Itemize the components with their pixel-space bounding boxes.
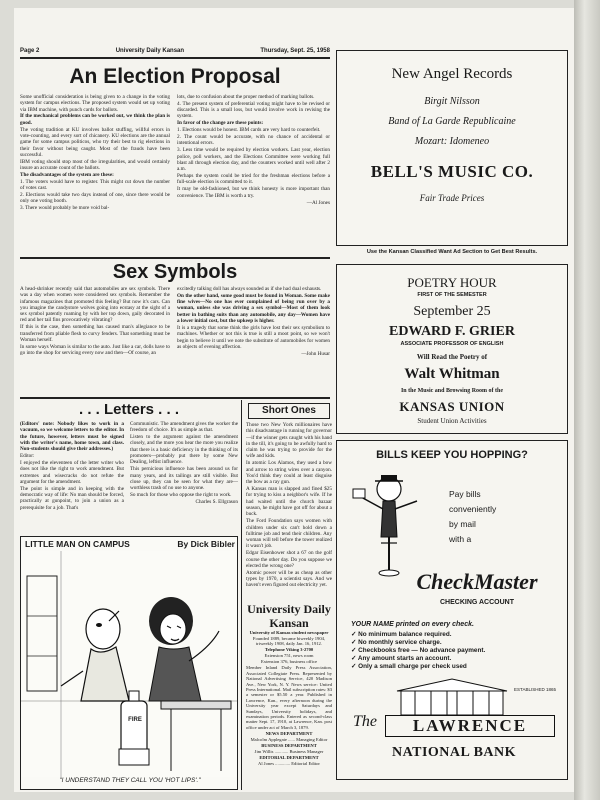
letters-signature: Charles S. Ellgrason (195, 498, 238, 505)
bank-ad (336, 440, 568, 780)
poetry-sponsor: Student Union Activities (417, 417, 487, 425)
records-title: New Angel Records (391, 66, 513, 82)
poetry-venue: KANSAS UNION (399, 399, 505, 414)
check-icon: ✓ (351, 663, 359, 670)
election-paragraph: 1. The voters would have to register. This might cut down the number of votes cast. (20, 178, 170, 192)
sex-symbols-column-1 (20, 286, 170, 394)
election-paragraph: IBM voting should stop most of the irregularities, and would certainly insure an accurate count of the ballots. (20, 158, 170, 172)
records-store: BELL'S MUSIC CO. (370, 162, 534, 181)
bank-name: LAWRENCE (385, 715, 555, 737)
letters-paragraph: (Editors' note: Nobody likes to work in a vacuum, so we welcome letters to the editor. In the future, however, letters must be signed with the writer's name, home town, and class. Non-students should give their addresses.) (20, 421, 124, 453)
bank-subname: NATIONAL BANK (391, 745, 517, 760)
check-icon: ✓ (351, 647, 359, 654)
classified-note: Use the Kansan Classified Want Ad Section to Get Best Results. (366, 249, 538, 255)
short-ones-paragraph: A Kansas man is slapped and fined $25 for trying to kiss a neighbor's wife. If he had waited until the church bazaar season, he might have got off for about a buck. (246, 486, 332, 518)
masthead-rule (20, 57, 330, 59)
records-line-3: Mozart: Idomeneo (414, 136, 490, 147)
election-paragraph: In favor of the change are these points: (177, 120, 264, 127)
kansan-box-dept: EDITORIAL DEPARTMENT (259, 754, 319, 760)
fire-label: FIRE (128, 717, 142, 723)
bank-headline: BILLS KEEP YOU HOPPING? (376, 449, 528, 461)
poetry-sub: FIRST OF THE SEMESTER (417, 292, 487, 298)
kansan-box-dept: NEWS DEPARTMENT (265, 730, 313, 736)
short-ones-paragraph: Those two New York millionaires have this disadvantage in running for governor—if the winner gets caught with his hand in the till, it's going to be awfully hard to claim he was trying to provide for the wife and kids. (246, 422, 332, 460)
kansan-box-line: Founded 1889, became biweekly 1904, triweekly 1908, daily Jan. 16, 1912. (252, 636, 326, 647)
records-ad (336, 50, 568, 246)
short-ones-headline: Short Ones (248, 403, 330, 419)
masthead (20, 48, 330, 54)
poetry-speaker: EDWARD F. GRIER (389, 324, 515, 339)
letters-paragraph: This pernicious influence has been around us for many years, and its tailings are still visible. But close up, they can be seen for what they are—worthless trash of no use to anyone. (130, 466, 238, 492)
sex-symbols-paragraph: excitedly talking doll has always sounded as if she had dual exhausts. (177, 286, 322, 292)
bank-established: ESTABLISHED 1865 (514, 687, 556, 692)
short-ones-paragraph: Atomic power will be as cheap as other types by 1970, a scientist says. And we haven't even figured out electricity yet. (246, 569, 332, 589)
election-paragraph: 3. There would probably be more void bal- (20, 205, 110, 212)
election-paragraph: Some unofficial consideration is being given to a change in the voting system for campus elections. The proposed system would set up voting via IBM machine, with punch cards for ballots. (20, 94, 170, 113)
letters-paragraph: I enjoyed the eleventeen of the letter writer who does not like the right to work amendment. But extremes and wisecracks do not refute the argument for the amendment. (20, 459, 124, 485)
kansan-box-line: Member Inland Daily Press Association, Associated Collegiate Press. Represented by National Advertising Service, 420 Madison Ave., New York, N. Y. News service: United Press International. Mail subscription rates: $3 a semester or $5.50 a year. Published in Lawrence, Kan., every afternoon during the University year except Saturdays and Sundays, University holidays, and examination periods. Entered as second-class matter Sept. 17, 1910, at Lawrence, Kan. post office under act of March 3, 1879. (246, 665, 332, 730)
column-rule (241, 400, 242, 790)
kansan-box-staff: Jim Willis ............ Business Manager (254, 748, 324, 754)
cartoon-title: LITTLE MAN ON CAMPUS (25, 539, 130, 549)
sex-symbols-paragraph: On the other hand, some good must be found in Woman. Some make fine wives—No one has ever complained of being run over by a woman, unless she was driving a sex symbol—Most of them look better in bathing suits than any automobile, any day—Women have a lower initial cost, but the upkeep is higher. (177, 292, 330, 325)
bank-pitch-line: with a (449, 534, 472, 544)
kansan-box-line: Telephone Viking 3-2700 (264, 647, 314, 653)
election-column-1 (20, 94, 170, 254)
election-paragraph: The voting tradition at KU involves ballot stuffing, willful errors in vote-counting, and every sort of chicanery. KU elections are the annual game for some campus politicos, who try their best to rig elections in their favor without being caught. Most of the frauds have been successful. (20, 126, 170, 158)
sex-symbols-paragraph: It is a tragedy that some think the girls have lost their sex symbolism to machines. Whether or not this is true is still a moot point, so we won't begin to believe it until we note the substitute of automobiles for women as objects of evening affection. (177, 324, 330, 350)
checklist-item: ✓ No minimum balance required. (351, 631, 452, 638)
sex-symbols-headline: Sex Symbols (112, 261, 238, 283)
check-icon: ✓ (351, 631, 359, 638)
cartoon-byline: By Dick Bibler (177, 539, 235, 549)
bank-pitch-line: by mail (449, 519, 476, 529)
kansan-box-line: Extension 751, news room (264, 653, 314, 659)
letters-paragraph: Listen to the argument against the amendment closely, and the more you hear the more you realize that there is a basic deficiency in the thinking of its promoters—probably put there by some New Dealing, leftist influence. (130, 434, 238, 466)
records-line-2: Band of La Garde Republicaine (388, 116, 516, 127)
letters-paragraph: Communistic. The amendment gives the worker the freedom of choice. It's as simple as that. (130, 421, 238, 434)
election-paragraph: 4. The present system of preferential voting might have to be revised or discarded. This is a small loss, but would involve work in revising the system. (177, 100, 330, 120)
kansan-box-staff: Malcolm Applegate ...... Managing Editor (250, 736, 328, 742)
check-icon: ✓ (351, 655, 358, 662)
checking-account-label: CHECKING ACCOUNT (439, 599, 515, 606)
records-tagline: Fair Trade Prices (419, 193, 485, 203)
newspaper-page (14, 8, 574, 792)
binding-gutter (574, 0, 600, 800)
letters-headline: . . . Letters . . . (78, 401, 180, 418)
election-paragraph: Perhaps the system could be tried for the freshman elections before a full-scale election is committed to it. (177, 173, 330, 186)
kansan-box-staff: Al Jones ............. Editorial Editor (258, 760, 320, 766)
poetry-speaker-title: ASSOCIATE PROFESSOR OF ENGLISH (400, 341, 504, 347)
checklist-item: ✓ Any amount starts an account. (351, 655, 452, 662)
page-number: Page 2 (20, 48, 40, 54)
poetry-title: POETRY HOUR (407, 275, 497, 290)
bank-pitch (449, 487, 559, 547)
short-ones-paragraph: In atomic Los Alamos, they used a bow and arrow to string wires over a canyon. You'd think they could at least disguise the bow as a ray gun. (246, 460, 332, 486)
election-paragraph: The disadvantages of the system are these: (20, 171, 114, 178)
cartoon-caption: "I UNDERSTAND THEY CALL YOU 'HOT LIPS'." (59, 777, 201, 784)
poetry-reading: Will Read the Poetry of (416, 353, 488, 361)
bank-name-line: YOUR NAME printed on every check. (351, 621, 474, 628)
section-rule (20, 397, 330, 399)
kansan-box-dept: BUSINESS DEPARTMENT (261, 742, 317, 748)
kansan-box-line: Extension 376, business office (260, 659, 318, 665)
kansan-box-title: University Daily Kansan (247, 602, 331, 630)
poetry-location: In the Music and Browsing Room of the (400, 388, 504, 394)
kansan-info-box (246, 602, 332, 790)
election-signature: —Al Jones (306, 199, 330, 206)
election-paragraph: 3. Less time would be required by election workers. Last year, election police, poll workers, and the Elections Committee were working full blast all through election day, and the counters worked until well after 2 a.m. (177, 147, 330, 173)
hopping-man-icon (347, 467, 427, 577)
checkmaster-logo: CheckMaster (416, 569, 538, 594)
sex-symbols-signature: —John Husar (301, 350, 330, 357)
cartoon-header (25, 539, 235, 549)
bank-checklist (351, 631, 561, 671)
bank-building-icon (387, 677, 517, 717)
election-column-2 (177, 94, 330, 254)
kansan-box-line: University of Kansas student newspaper (249, 630, 329, 635)
election-paragraph: If the mechanical problems can be worked out, we think the plan is good. (20, 113, 170, 126)
section-rule (20, 257, 330, 259)
election-paragraph: 2. Elections would take two days instead of one, since there would be only one voting booth. (20, 192, 170, 205)
letters-paragraph: So much for those who oppose the right to work. (130, 492, 232, 499)
short-ones-column (246, 422, 332, 598)
bank-the: The (353, 713, 377, 730)
letters-column-2 (130, 421, 238, 533)
checklist-item: ✓ Only a small charge per check used (351, 663, 467, 670)
election-paragraph: 1. Elections would be honest. IBM cards are very hard to counterfeit. (177, 127, 321, 134)
letters-paragraph: Editor: (20, 453, 35, 460)
issue-date: Thursday, Sept. 25, 1958 (260, 48, 330, 54)
checklist-item: ✓ Checkbooks free — No advance payment. (351, 647, 486, 654)
poetry-ad (336, 264, 568, 434)
bank-pitch-line: Pay bills (449, 489, 481, 499)
sex-symbols-paragraph: In some ways Woman is similar to the auto. Just like a car, dolls have to go into the shop for servicing every now and then—Of course, an (20, 343, 170, 357)
short-ones-paragraph: The Ford Foundation says women with children under six can't hold down a fulltime job and tend their children. Any woman will tell before the tower realized it wasn't job. (246, 518, 332, 550)
sex-symbols-paragraph: A head-shrinker recently said that automobiles are sex symbols. There was a day when women were considered sex symbols. Remember the infamous magazines that promoted this feeling? But now it's cars. Can you imagine the candystore wolves going into ecstasy at the sight of a sex symbol patently roaming by with her top down, gaily decorated in red and her tail fins provocatively vibrating? (20, 286, 170, 324)
poetry-poet: Walt Whitman (404, 366, 500, 382)
letters-column-1 (20, 421, 124, 533)
bank-pitch-line: conveniently (449, 504, 497, 514)
check-icon: ✓ (351, 639, 359, 646)
sex-symbols-column-2 (177, 286, 330, 394)
cartoon-panel (20, 536, 238, 790)
poetry-date: September 25 (413, 304, 491, 319)
election-headline: An Election Proposal (69, 65, 281, 88)
checklist-item: ✓ No monthly service charge. (351, 639, 442, 646)
election-paragraph: lots, due to confusion about the proper method of marking ballots. (177, 94, 315, 100)
election-paragraph: 2. The count would be accurate, with no chance of accidental or intentional errors. (177, 134, 330, 147)
letters-paragraph: The point is simple and in keeping with the democratic way of life: No man should be forced, practically at gunpoint, to join a union as a prerequisite for a job. That's (20, 485, 124, 511)
cartoon-illustration (21, 551, 238, 777)
records-line-1: Birgit Nilsson (424, 96, 480, 107)
paper-name: University Daily Kansan (115, 48, 185, 54)
sex-symbols-paragraph: If this is the case, then something has caused man's allegiance to be transferred from pliable flesh to curvy fenders. That something must be Woman herself. (20, 324, 170, 343)
election-paragraph: It may be old-fashioned, but we think honesty is more important than convenience. The IBM is worth a try. (177, 186, 330, 199)
short-ones-paragraph: Edgar Eisenhower shot a 67 on the golf course the other day. Do you suppose we elected the wrong one? (246, 550, 332, 569)
